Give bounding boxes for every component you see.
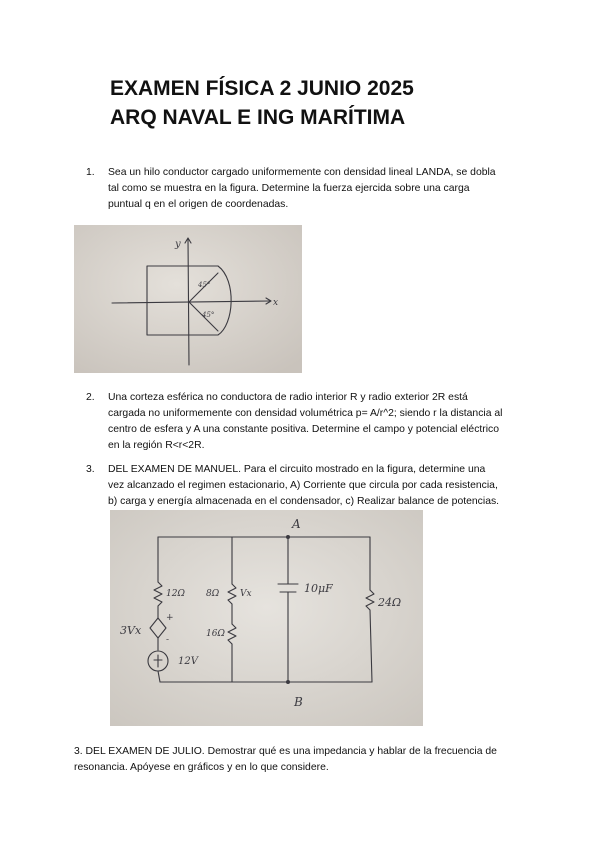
angle-label-upper: 45° xyxy=(198,281,211,289)
minus-sign: - xyxy=(166,635,170,645)
question-4 xyxy=(74,744,529,776)
question-1 xyxy=(86,165,526,213)
question-number: 2. xyxy=(86,392,95,403)
x-axis-label: x xyxy=(273,298,279,308)
node-b-label: B xyxy=(294,695,303,709)
question-1-line-1: Sea un hilo conductor cargado uniformemente con densidad lineal LANDA, se dobla xyxy=(108,167,496,178)
question-2 xyxy=(86,390,526,454)
plus-sign: + xyxy=(166,613,174,623)
figure-2-photo xyxy=(110,510,423,726)
r1-label: 12Ω xyxy=(166,589,185,599)
question-4-line-2: resonancia. Apóyese en gráficos y en lo que considere. xyxy=(74,762,329,773)
dependent-source-label: 3Vx xyxy=(120,624,142,637)
question-3 xyxy=(86,462,526,510)
title-line-1: EXAMEN FÍSICA 2 JUNIO 2025 xyxy=(110,77,414,100)
figure-1-drawing xyxy=(74,225,302,373)
angle-label-lower: 45° xyxy=(202,311,215,319)
node-b xyxy=(286,680,290,684)
r2-label: 8Ω xyxy=(206,589,220,599)
question-1-line-3: puntual q en el origen de coordenadas. xyxy=(108,199,289,210)
node-a xyxy=(286,535,290,539)
node-a-label: A xyxy=(292,517,301,531)
vx-label: Vx xyxy=(240,589,252,599)
question-1-line-2: tal como se muestra en la figura. Determine la fuerza ejercida sobre una carga xyxy=(108,183,470,194)
question-2-line-3: centro de esfera y A una constante positiva. Determine el campo y potencial eléctrico xyxy=(108,424,500,435)
source-label: 12V xyxy=(178,656,198,667)
question-3-line-1: DEL EXAMEN DE MANUEL. Para el circuito mostrado en la figura, determine una xyxy=(108,464,486,475)
question-2-line-1: Una corteza esférica no conductora de radio interior R y radio exterior 2R está xyxy=(108,392,468,403)
r4-label: 24Ω xyxy=(378,596,402,609)
question-number: 1. xyxy=(86,167,95,178)
question-3-line-3: b) carga y energía almacenada en el condensador, c) Realizar balance de potencias. xyxy=(108,496,500,507)
question-number: 3. xyxy=(86,464,95,475)
r3-label: 16Ω xyxy=(206,629,225,639)
question-4-line-1: 3. DEL EXAMEN DE JULIO. Demostrar qué es una impedancia y hablar de la frecuencia de xyxy=(74,746,497,757)
figure-1-photo xyxy=(74,225,302,373)
title-line-2: ARQ NAVAL E ING MARÍTIMA xyxy=(110,106,406,129)
page-title xyxy=(110,74,414,132)
question-2-line-2: cargada no uniformemente con densidad volumétrica p= A/r^2; siendo r la distancia al xyxy=(108,408,503,419)
question-2-line-4: en la región R<r<2R. xyxy=(108,440,205,451)
circuit-drawing xyxy=(110,510,423,726)
y-axis-label: y xyxy=(175,239,181,250)
question-3-line-2: vez alcanzado el regimen estacionario, A) Corriente que circula por cada resistencia, xyxy=(108,480,498,491)
capacitor-label: 10μF xyxy=(304,582,333,595)
